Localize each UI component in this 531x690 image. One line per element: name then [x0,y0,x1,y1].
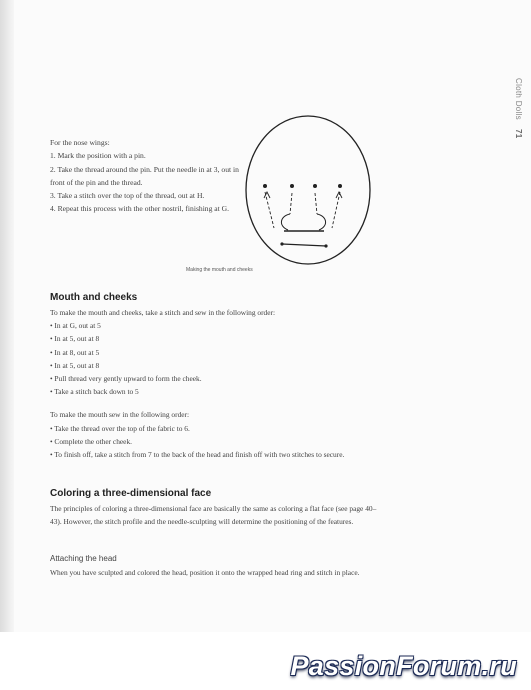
nose-step: 1. Mark the position with a pin. [50,151,146,161]
coloring-body: The principles of coloring a three-dimensional face are basically the same as coloring a flat face (see page 40–43). However, the stitch profile and the needle-sculpting will determine the positioning of the features. [50,504,377,527]
head-outline [246,116,370,264]
face-stitch-diagram [238,112,378,272]
mouth-intro: To make the mouth and cheeks, take a stitch and sew in the following order: [50,308,276,317]
stitch-point [324,244,327,247]
nose-step: 2. Take the thread around the pin. Put the needle in at 3, out in front of the pin and the thread. [50,164,239,187]
coloring-section [50,487,380,528]
mouth-step-2: • To finish off, take a stitch from 7 to the back of the head and finish off with two stitches to secure. [50,450,345,460]
coloring-heading: Coloring a three-dimensional face [50,488,212,499]
nose-step: 3. Take a stitch over the top of the thread, out at H. [50,191,205,201]
stitch-point [313,184,317,188]
nose-line-left [290,193,292,214]
page-number: 71 [514,128,523,139]
attaching-section [50,553,380,579]
figure-caption: Making the mouth and cheeks [186,267,253,273]
mouth-step: • In at G, out at 5 [50,321,101,331]
nose-instructions [50,136,240,216]
mouth-section [50,291,380,461]
mouth-step: • In at 8, out at 5 [50,347,100,357]
mouth-intro-2: To make the mouth sew in the following order: [50,410,190,420]
running-head [514,78,523,138]
attaching-body: When you have sculpted and colored the head, position it onto the wrapped head ring and stitch in place. [50,568,360,577]
stitch-point [290,184,294,188]
mouth-step: • In at 5, out at 8 [50,334,100,344]
mouth-line [282,244,326,246]
mouth-step-2: • Complete the other cheek. [50,436,133,446]
mouth-step-2: • Take the thread over the top of the fabric to 6. [50,423,190,433]
mouth-step: • Take a stitch back down to 5 [50,387,139,397]
nose-intro: For the nose wings: [50,138,110,147]
stitch-point [263,184,267,188]
page-gutter [0,0,14,690]
nose-step: 4. Repeat this process with the other nostril, finishing at G. [50,204,230,214]
book-title: Cloth Dolls [514,78,523,120]
nostril-left [281,214,290,230]
mouth-heading: Mouth and cheeks [50,292,138,303]
mouth-step: • In at 5, out at 8 [50,360,100,370]
nostril-right [317,214,326,230]
stitch-point [338,184,342,188]
mouth-step: • Pull thread very gently upward to form the cheek. [50,374,202,384]
stitch-point [280,242,283,245]
nose-line-right [315,193,317,214]
watermark: PassionForum.ru [290,651,517,681]
attaching-heading: Attaching the head [50,554,117,563]
